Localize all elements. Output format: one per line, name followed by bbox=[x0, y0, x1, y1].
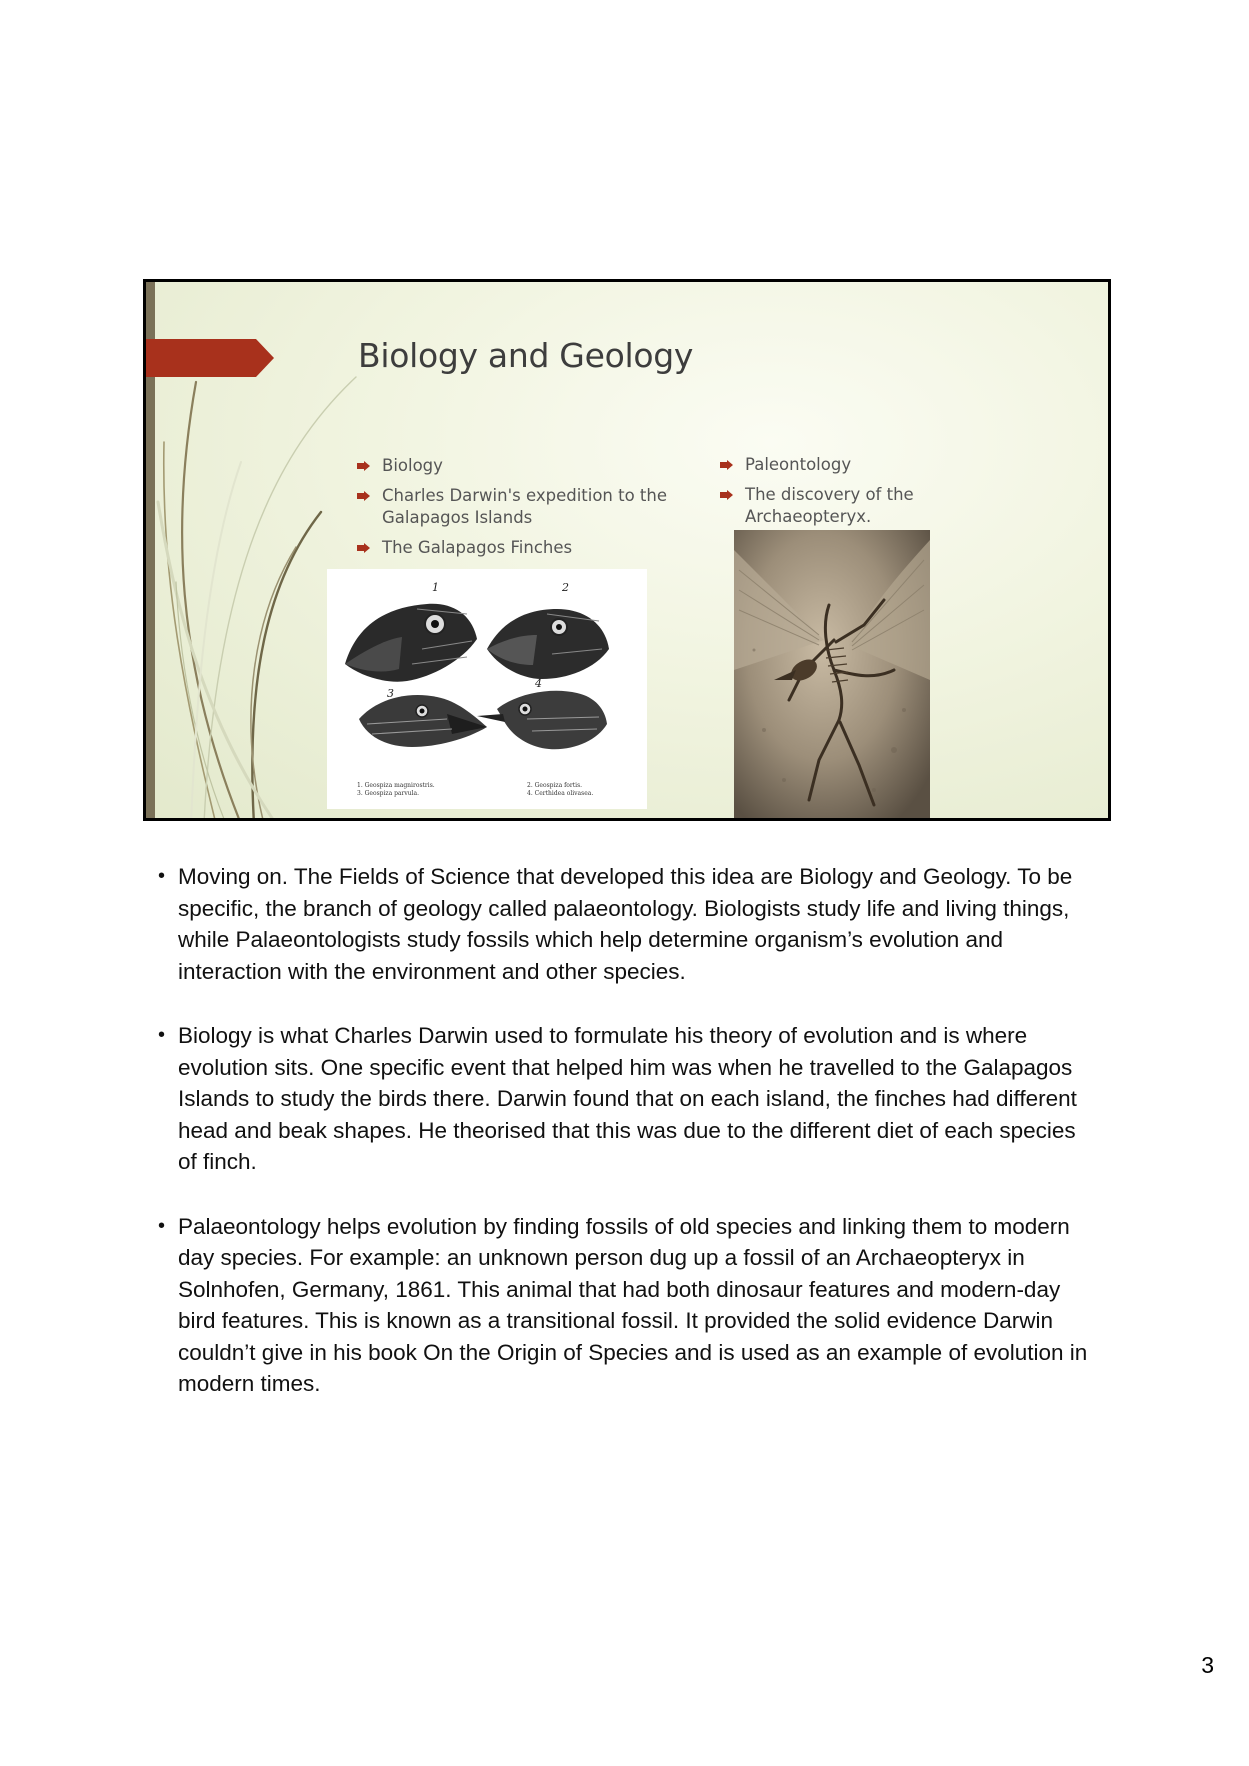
finch-caption: 1. Geospiza magnirostris. bbox=[357, 782, 435, 789]
archaeopteryx-fossil-image bbox=[734, 530, 930, 821]
slide-bullet bbox=[720, 484, 950, 528]
bullet-dot-icon: • bbox=[158, 1024, 166, 1046]
slide-bullets-right bbox=[720, 454, 950, 536]
slide-bullet-text: Biology bbox=[382, 456, 443, 475]
slide-title: Biology and Geology bbox=[358, 336, 694, 375]
arrow-bullet-icon bbox=[720, 460, 733, 470]
finch-head-4 bbox=[477, 691, 607, 750]
slide-bullet bbox=[720, 454, 950, 476]
finch-number-2: 2 bbox=[562, 581, 569, 594]
slide-bullets-left bbox=[357, 455, 687, 567]
finch-number-1: 1 bbox=[432, 581, 439, 594]
note-paragraph bbox=[158, 1020, 1088, 1178]
note-text: Moving on. The Fields of Science that developed this idea are Biology and Geology. To be specific, the branch of geology called palaeontology. Biologists study life and living things, while Palaeontologists study fossils which help determine organism’s evolution and interaction with the environment and other species. bbox=[178, 864, 1073, 984]
slide-thumbnail bbox=[143, 279, 1111, 821]
slide-bullet bbox=[357, 537, 687, 559]
finch-caption: 3. Geospiza parvula. bbox=[357, 790, 420, 797]
slide-bullet-text: The Galapagos Finches bbox=[382, 538, 573, 557]
note-paragraph bbox=[158, 861, 1088, 987]
title-accent-arrow bbox=[146, 339, 274, 377]
finch-number-4: 4 bbox=[535, 677, 542, 690]
note-text: Palaeontology helps evolution by finding fossils of old species and linking them to modern day species. For example: an unknown person dug up a fossil of an Archaeopteryx in Solnhofen, Germany, 1861. This animal that had both dinosaur features and modern-day bird features. This is known as a transitional fossil. It provided the solid evidence Darwin couldn’t give in his book On the Origin of Species and is used as an example of evolution in modern times. bbox=[178, 1213, 1088, 1396]
arrow-bullet-icon bbox=[357, 491, 370, 501]
finch-caption: 4. Certhidea olivasea. bbox=[527, 790, 594, 797]
finch-caption: 2. Geospiza fortis. bbox=[527, 782, 583, 789]
arrow-bullet-icon bbox=[357, 461, 370, 471]
note-text: Biology is what Charles Darwin used to formulate his theory of evolution and is where evolution sits. One specific event that helped him was when he travelled to the Galapagos Islands to study the birds there. Darwin found that on each island, the finches had different head and beak shapes. He theorised that this was due to the different diet of each species of finch. bbox=[178, 1023, 1077, 1174]
finch-illustration bbox=[327, 569, 647, 809]
finch-head-3 bbox=[359, 695, 487, 747]
finch-number-3: 3 bbox=[387, 687, 394, 700]
page-number: 3 bbox=[1201, 1652, 1214, 1678]
slide-bullet bbox=[357, 485, 687, 529]
slide-bullet-text: Charles Darwin's expedition to the Galapagos Islands bbox=[382, 486, 668, 527]
bullet-dot-icon: • bbox=[158, 865, 166, 887]
slide-bullet-text: Paleontology bbox=[745, 455, 852, 474]
note-paragraph bbox=[158, 1211, 1088, 1400]
arrow-bullet-icon bbox=[357, 543, 370, 553]
finch-head-2 bbox=[487, 609, 609, 679]
slide-bullet-text: The discovery of the Archaeopteryx. bbox=[745, 485, 914, 526]
finch-head-1 bbox=[345, 604, 477, 682]
slide-bullet bbox=[357, 455, 687, 477]
speaker-notes bbox=[158, 861, 1088, 1433]
bullet-dot-icon: • bbox=[158, 1214, 166, 1237]
arrow-bullet-icon bbox=[720, 490, 733, 500]
